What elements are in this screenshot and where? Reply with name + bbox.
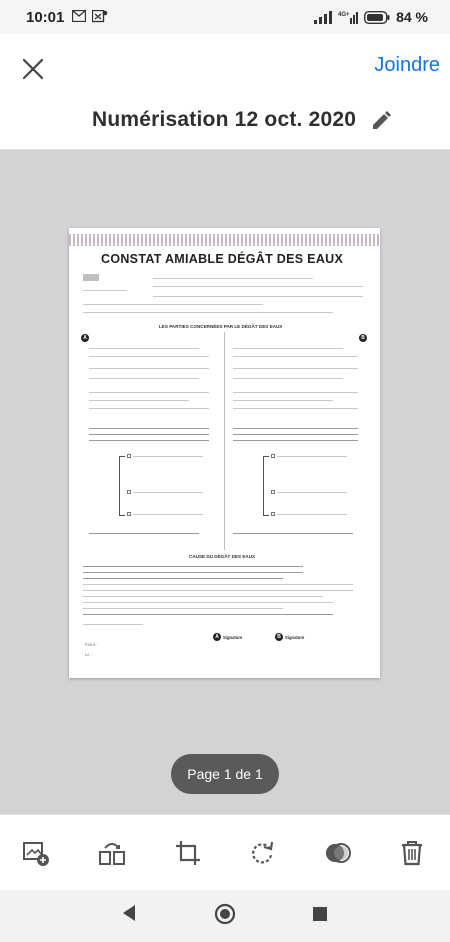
section-cause-title: CAUSE DU DÉGÂT DES EAUX [189,554,256,559]
page-header-band [69,234,380,246]
crop-icon[interactable] [174,839,202,867]
signature-label-b: Signature [285,635,305,640]
form-line [89,392,209,393]
form-line [83,596,323,597]
form-line [153,278,313,279]
form-line [89,378,199,379]
scanned-page[interactable] [69,228,380,678]
system-nav-bar [0,890,450,942]
fait-a-label: Fait à : [85,642,98,647]
checkbox [127,490,131,494]
form-line [233,533,353,534]
signal-icon [314,11,332,24]
form-line [233,392,358,393]
header [0,34,450,150]
form-line [233,348,343,349]
form-line [83,566,303,567]
attach-button[interactable]: Joindre [374,54,440,76]
form-line [89,348,199,349]
battery-icon [364,11,390,24]
checkbox [271,512,275,516]
close-icon[interactable] [18,54,48,84]
signature-marker-a: A [213,633,221,641]
column-divider [224,332,225,550]
page-document-title: CONSTAT AMIABLE DÉGÂT DES EAUX [101,252,344,266]
checkbox [271,490,275,494]
form-logo [83,274,99,281]
status-time: 10:01 [26,9,65,26]
form-line [83,290,127,291]
marker-b: B [359,334,367,342]
color-filter-icon[interactable] [324,839,352,867]
form-line [233,368,358,369]
svg-text:4G+: 4G+ [338,12,350,18]
marker-a: A [81,334,89,342]
form-line [83,304,263,305]
home-icon[interactable] [214,903,236,925]
document-viewer[interactable] [0,150,450,814]
network-4g-icon [338,10,358,24]
choice-bracket [119,456,125,516]
form-line [83,572,303,573]
date-label: Le : [85,652,92,657]
status-bar [0,0,450,34]
recents-icon[interactable] [312,906,328,922]
checkbox [127,454,131,458]
form-line [83,624,143,625]
delete-icon[interactable] [398,839,426,867]
signature-label-a: Signature [223,635,243,640]
form-line [277,456,347,457]
form-line [89,368,209,369]
signature-marker-b: B [275,633,283,641]
form-line [83,608,283,609]
document-title[interactable]: Numérisation 12 oct. 2020 [92,108,357,131]
form-line [233,428,358,429]
form-line [133,514,203,515]
form-line [83,602,333,603]
form-line [233,408,358,409]
section-parties-title: LES PARTIES CONCERNÉES PAR LE DÉGÂT DES EAUX [159,324,283,329]
rotate-icon[interactable] [248,839,276,867]
notification-icon [92,10,108,23]
add-page-icon[interactable] [22,839,50,867]
form-line [277,492,347,493]
form-line [89,408,209,409]
back-icon[interactable] [121,904,137,922]
form-line [89,428,209,429]
form-line [83,312,333,313]
form-line [233,378,343,379]
choice-bracket [263,456,269,516]
form-line [233,434,358,435]
form-line [89,356,209,357]
form-line [89,400,189,401]
bottom-toolbar [0,814,450,890]
form-line [233,356,358,357]
form-line [89,440,209,441]
form-line [89,434,209,435]
form-line [277,514,347,515]
form-line [233,400,333,401]
form-line [133,492,203,493]
page-indicator: Page 1 de 1 [171,754,279,794]
form-line [153,296,363,297]
gmail-icon [72,10,86,22]
form-line [83,614,333,615]
checkbox [271,454,275,458]
form-line [83,590,353,591]
checkbox [127,512,131,516]
battery-percent: 84 % [396,9,428,25]
form-line [83,578,283,579]
form-line [133,456,203,457]
edit-title-icon[interactable] [370,110,392,132]
form-line [89,533,199,534]
form-line [233,440,358,441]
form-line [83,584,353,585]
form-line [153,286,363,287]
reorder-pages-icon[interactable] [98,839,126,867]
